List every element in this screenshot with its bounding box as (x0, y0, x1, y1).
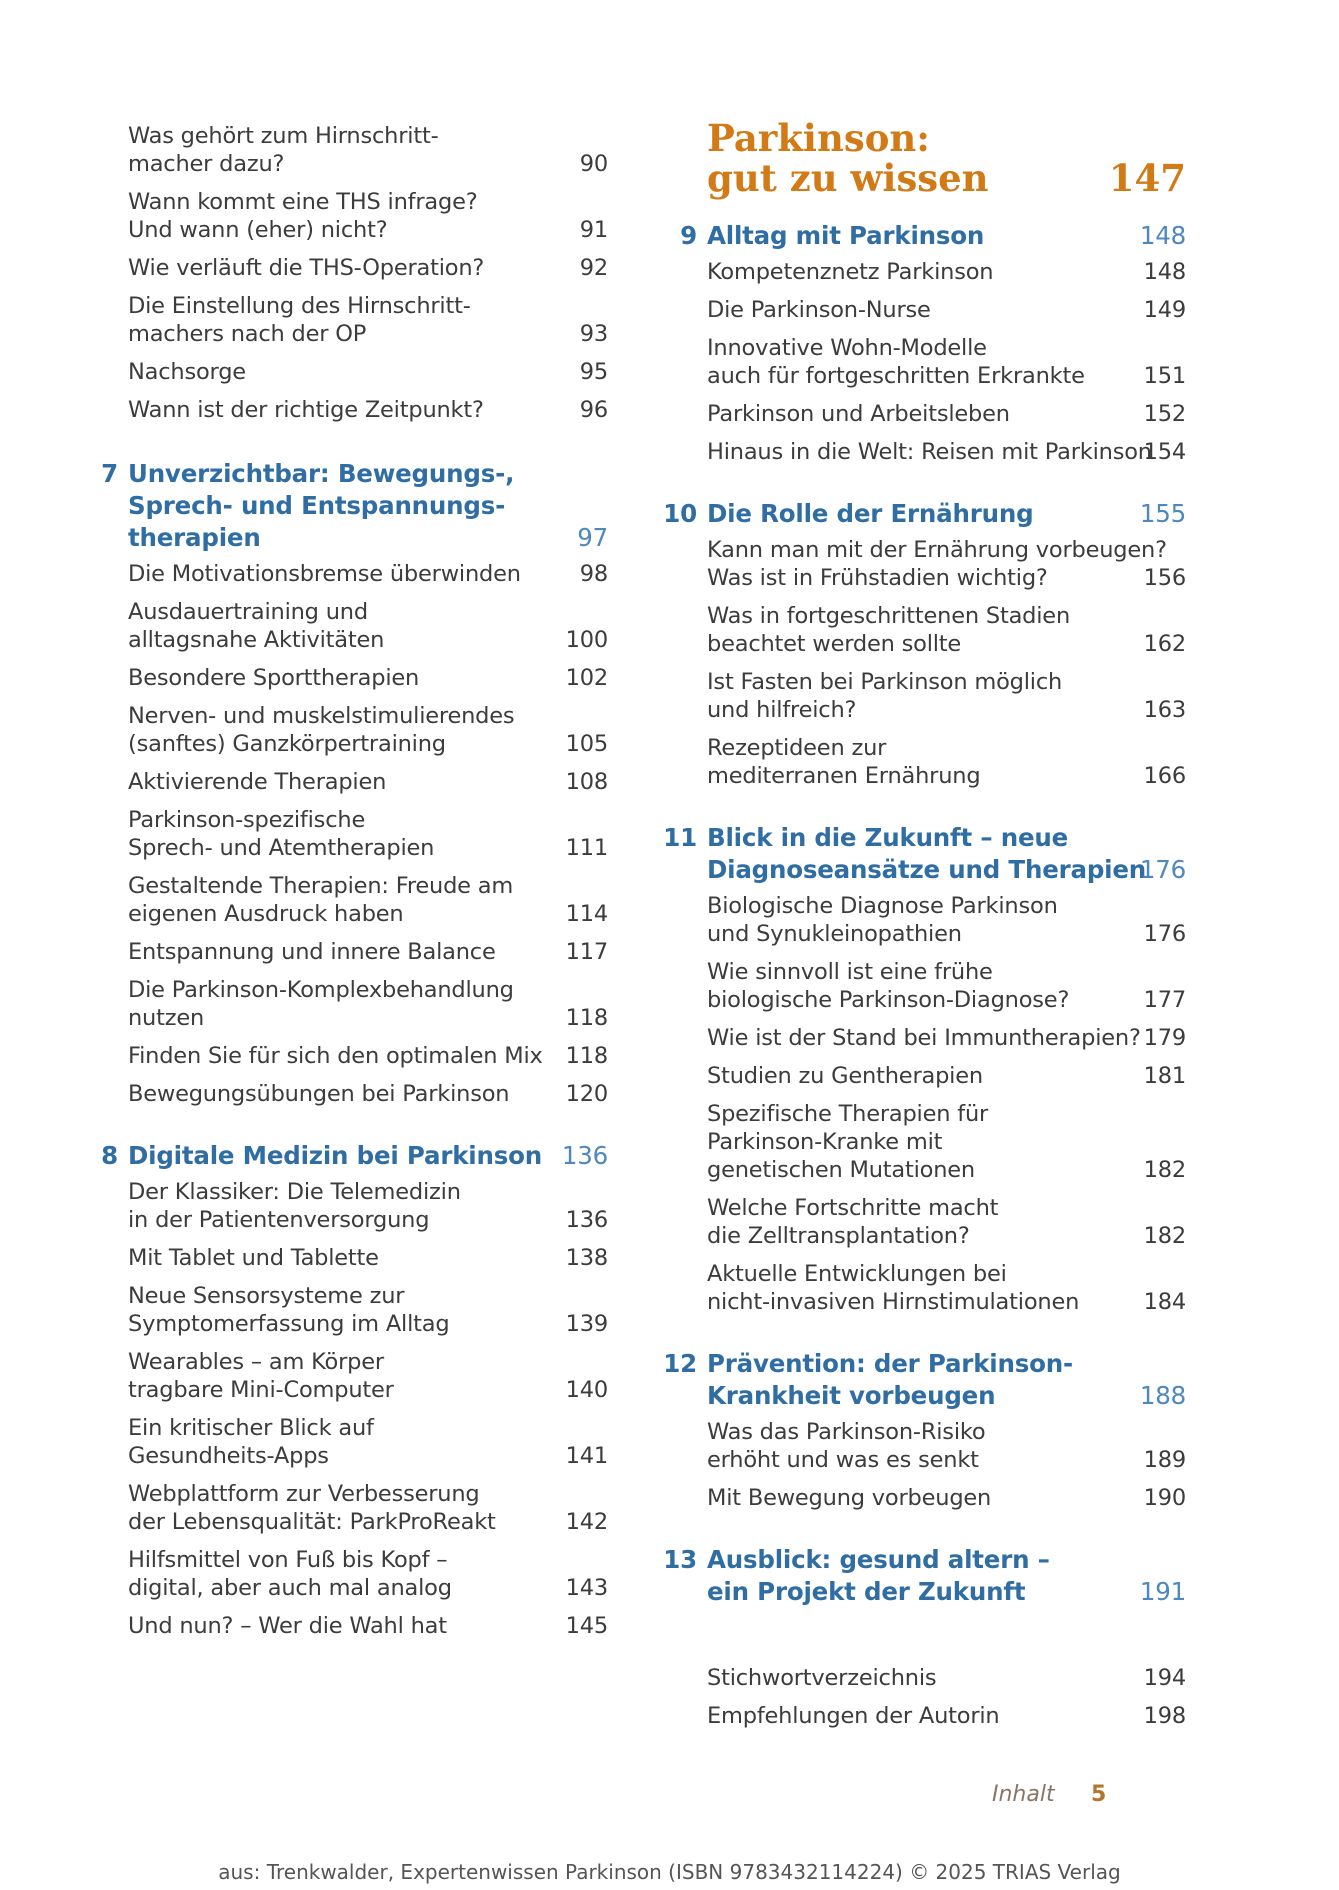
toc-entry (0, 668, 1339, 724)
toc-entry-page: 138 (565, 1245, 608, 1271)
chapter-number: 9 (680, 221, 697, 250)
toc-entry-page: 139 (565, 1311, 608, 1337)
toc-entry-page: 162 (1143, 631, 1186, 657)
toc-entry-title: Die Parkinson-Komplexbehandlung nutzen (128, 977, 514, 1031)
toc-entry-page: 91 (579, 217, 608, 243)
toc-entry-page: 184 (1143, 1289, 1186, 1315)
toc-entry-page: 182 (1143, 1223, 1186, 1249)
toc-entry-page: 166 (1143, 763, 1186, 789)
toc-entry-title: Wie ist der Stand bei Immuntherapien? (707, 1025, 1141, 1051)
toc-entry-title: Mit Tablet und Tablette (128, 1245, 379, 1271)
copyright-credit: aus: Trenkwalder, Expertenwissen Parkinson (ISBN 9783432114224) © 2025 TRIAS Verlag (218, 1860, 1121, 1884)
toc-entry-title: Was gehört zum Hirnschritt- macher dazu? (128, 123, 439, 177)
toc-entry-title: Rezeptideen zur mediterranen Ernährung (707, 735, 981, 789)
chapter-number: 12 (663, 1349, 697, 1378)
toc-entry (0, 1194, 1339, 1250)
toc-entry-title: Aktuelle Entwicklungen bei nicht-invasiven Hirnstimulationen (707, 1261, 1080, 1315)
toc-entry-title: Was das Parkinson-Risiko erhöht und was es senkt (707, 1419, 986, 1473)
chapter-title: Ausblick: gesund altern – ein Projekt der Zukunft (707, 1545, 1050, 1606)
chapter-page: 188 (1139, 1381, 1186, 1410)
chapter-title: Prävention: der Parkinson- Krankheit vorbeugen (707, 1349, 1073, 1410)
toc-entry-page: 190 (1143, 1485, 1186, 1511)
toc-entry (0, 892, 1339, 948)
toc-entry-page: 141 (565, 1443, 608, 1469)
toc-entry-title: Empfehlungen der Autorin (707, 1703, 1000, 1729)
chapter-title: Digitale Medizin bei Parkinson (128, 1141, 543, 1170)
toc-entry-page: 156 (1143, 565, 1186, 591)
part-heading (0, 118, 1339, 198)
toc-entry-title: Parkinson und Arbeitsleben (707, 401, 1010, 427)
toc-entry-title: Studien zu Gentherapien (707, 1063, 983, 1089)
toc-entry (0, 258, 1339, 286)
chapter-page: 155 (1139, 499, 1186, 528)
toc-entry-page: 93 (579, 321, 608, 347)
toc-entry-title: Neue Sensorsysteme zur Symptomerfassung im Alltag (128, 1283, 450, 1337)
toc-entry-title: Finden Sie für sich den optimalen Mix (128, 1043, 543, 1069)
toc-entry-title: Ausdauertraining und alltagsnahe Aktivitäten (128, 599, 385, 653)
toc-entry-page: 149 (1143, 297, 1186, 323)
toc-entry-title: Webplattform zur Verbesserung der Lebensqualität: ParkProReakt (128, 1481, 496, 1535)
toc-entry-page: 108 (565, 769, 608, 795)
toc-entry-page: 143 (565, 1575, 608, 1601)
chapter-heading (0, 1348, 1339, 1412)
chapter-title: Die Rolle der Ernährung (707, 499, 1034, 528)
toc-entry-title: Nerven- und muskelstimulierendes (sanftes) Ganzkörpertraining (128, 703, 515, 757)
toc-entry-page: 111 (565, 835, 608, 861)
toc-entry-page: 181 (1143, 1063, 1186, 1089)
toc-entry-page: 102 (565, 665, 608, 691)
toc-entry-title: Wie sinnvoll ist eine frühe biologische Parkinson-Diagnose? (707, 959, 1070, 1013)
toc-entry-title: Innovative Wohn-Modelle auch für fortgeschritten Erkrankte (707, 335, 1085, 389)
toc-entry-page: 177 (1143, 987, 1186, 1013)
toc-entry (0, 958, 1339, 1014)
toc-entry-title: Aktivierende Therapien (128, 769, 387, 795)
toc-entry-title: Welche Fortschritte macht die Zelltransplantation? (707, 1195, 999, 1249)
toc-entry (0, 734, 1339, 790)
toc-entry (0, 1664, 1339, 1692)
toc-entry-title: Was in fortgeschrittenen Stadien beachtet werden sollte (707, 603, 1071, 657)
toc-entry (0, 438, 1339, 466)
toc-entry-page: 117 (565, 939, 608, 965)
toc-entry-title: Mit Bewegung vorbeugen (707, 1485, 992, 1511)
chapter-number: 7 (101, 459, 118, 488)
toc-entry-title: Gestaltende Therapien: Freude am eigenen Ausdruck haben (128, 873, 514, 927)
toc-entry (0, 1024, 1339, 1052)
toc-entry-title: Parkinson-spezifische Sprech- und Atemtherapien (128, 807, 435, 861)
chapter-page: 191 (1139, 1577, 1186, 1606)
toc-entry-page: 90 (579, 151, 608, 177)
toc-entry-page: 179 (1143, 1025, 1186, 1051)
toc-entry-title: Hinaus in die Welt: Reisen mit Parkinson (707, 439, 1152, 465)
chapter-page: 176 (1139, 855, 1186, 884)
toc-entry-page: 152 (1143, 401, 1186, 427)
toc-entry-page: 95 (579, 359, 608, 385)
toc-entry-title: Biologische Diagnose Parkinson und Synukleinopathien (707, 893, 1058, 947)
toc-entry-title: Ist Fasten bei Parkinson möglich und hilfreich? (707, 669, 1063, 723)
toc-entry (0, 1100, 1339, 1184)
toc-entry (0, 400, 1339, 428)
toc-entry-title: Der Klassiker: Die Telemedizin in der Patientenversorgung (128, 1179, 461, 1233)
toc-entry-title: Entspannung und innere Balance (128, 939, 496, 965)
toc-entry-page: 92 (579, 255, 608, 281)
part-title: Parkinson: gut zu wissen (707, 116, 989, 200)
toc-entry-page: 118 (565, 1043, 608, 1069)
toc-entry-page: 105 (565, 731, 608, 757)
chapter-heading (0, 498, 1339, 530)
toc-entry-title: Bewegungsübungen bei Parkinson (128, 1081, 510, 1107)
toc-entry-page: 198 (1143, 1703, 1186, 1729)
toc-entry-page: 189 (1143, 1447, 1186, 1473)
toc-entry-page: 163 (1143, 697, 1186, 723)
toc-entry-title: Nachsorge (128, 359, 246, 385)
toc-entry-page: 194 (1143, 1665, 1186, 1691)
chapter-page: 148 (1139, 221, 1186, 250)
toc-entry-title: Hilfsmittel von Fuß bis Kopf – digital, aber auch mal analog (128, 1547, 452, 1601)
toc-entry-title: Die Einstellung des Hirnschritt- machers nach der OP (128, 293, 471, 347)
toc-entry-title: Ein kritischer Blick auf Gesundheits-Apps (128, 1415, 374, 1469)
toc-entry-page: 136 (565, 1207, 608, 1233)
toc-entry-title: Wann ist der richtige Zeitpunkt? (128, 397, 484, 423)
chapter-page: 136 (561, 1141, 608, 1170)
chapter-number: 10 (663, 499, 697, 528)
chapter-heading (0, 1544, 1339, 1608)
chapter-number: 8 (101, 1141, 118, 1170)
toc-entry-title: Kann man mit der Ernährung vorbeugen? Was ist in Frühstadien wichtig? (707, 537, 1167, 591)
toc-entry-title: Wearables – am Körper tragbare Mini-Computer (128, 1349, 394, 1403)
toc-entry (0, 1484, 1339, 1512)
toc-entry-page: 151 (1143, 363, 1186, 389)
chapter-title: Unverzichtbar: Bewegungs-, Sprech- und Entspannungs- therapien (128, 459, 515, 552)
toc-entry-page: 145 (565, 1613, 608, 1639)
toc-entry-page: 182 (1143, 1157, 1186, 1183)
toc-entry-page: 148 (1143, 259, 1186, 285)
toc-entry-title: Stichwortverzeichnis (707, 1665, 937, 1691)
toc-entry-page: 142 (565, 1509, 608, 1535)
toc-entry-page: 100 (565, 627, 608, 653)
chapter-title: Blick in die Zukunft – neue Diagnoseansätze und Therapien (707, 823, 1147, 884)
toc-entry-title: Spezifische Therapien für Parkinson-Kranke mit genetischen Mutationen (707, 1101, 989, 1183)
toc-entry-page: 114 (565, 901, 608, 927)
footer-page-number: 5 (1091, 1782, 1107, 1807)
chapter-heading (0, 220, 1339, 252)
toc-entry-title: Besondere Sporttherapien (128, 665, 420, 691)
footer-section-label: Inhalt (992, 1782, 1055, 1807)
toc-entry (0, 1062, 1339, 1090)
toc-entry-page: 120 (565, 1081, 608, 1107)
toc-entry-page: 118 (565, 1005, 608, 1031)
toc-entry (0, 1418, 1339, 1474)
toc-entry-title: Und nun? – Wer die Wahl hat (128, 1613, 447, 1639)
toc-entry-title: Die Parkinson-Nurse (707, 297, 931, 323)
toc-entry-title: Wie verläuft die THS-Operation? (128, 255, 485, 281)
toc-entry-page: 98 (579, 561, 608, 587)
chapter-number: 13 (663, 1545, 697, 1574)
chapter-number: 11 (663, 823, 697, 852)
toc-entry-page: 140 (565, 1377, 608, 1403)
toc-entry (0, 1702, 1339, 1730)
toc-entry-title: Wann kommt eine THS infrage? Und wann (eher) nicht? (128, 189, 478, 243)
toc-entry (0, 536, 1339, 592)
toc-entry-page: 96 (579, 397, 608, 423)
toc-entry (0, 296, 1339, 324)
chapter-heading (0, 822, 1339, 886)
toc-entry (0, 334, 1339, 390)
toc-entry-title: Kompetenznetz Parkinson (707, 259, 994, 285)
chapter-page: 97 (577, 523, 608, 552)
part-page: 147 (1108, 156, 1186, 200)
toc-entry (0, 1612, 1339, 1640)
toc-entry-page: 154 (1143, 439, 1186, 465)
toc-entry (0, 1260, 1339, 1316)
chapter-title: Alltag mit Parkinson (707, 221, 985, 250)
toc-entry-page: 176 (1143, 921, 1186, 947)
toc-entry (0, 602, 1339, 658)
toc-entry-title: Die Motivationsbremse überwinden (128, 561, 521, 587)
